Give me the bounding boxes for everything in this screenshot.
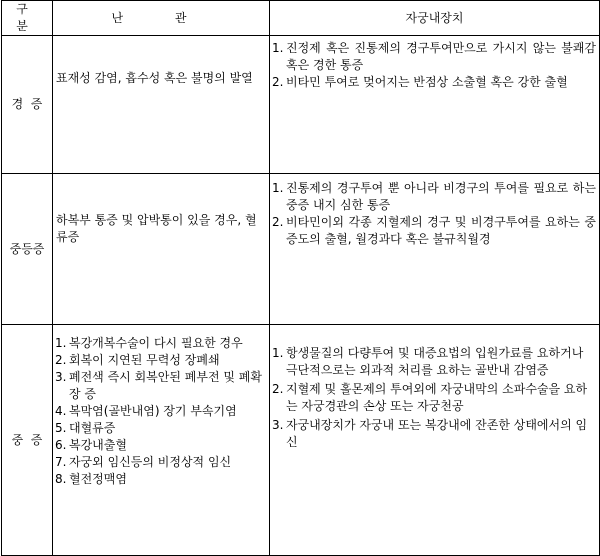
level-cell: 경 증 <box>2 36 53 174</box>
iud-cell <box>270 174 600 325</box>
list-item: 5. 대혈류증 <box>55 421 116 435</box>
difficulty-cell <box>53 325 270 556</box>
list-item: 2. 비타민 투여로 멎어지는 반점상 소출혈 혹은 강한 출혈 <box>272 75 568 89</box>
table-row-moderate <box>2 174 600 325</box>
difficulty-text: 표재성 감염, 흡수성 혹은 불명의 발열 <box>56 71 253 85</box>
level-cell: 중 증 <box>2 325 53 556</box>
iud-list <box>270 180 599 248</box>
header-category: 구 분 <box>2 1 53 36</box>
difficulty-text: 하복부 통증 및 압박통이 있을 경우, 혈류증 <box>56 213 257 244</box>
list-item: 1. 진통제의 경구투여 뿐 아니라 비경구의 투여를 필요로 하는 중증 내지 심한 통증 <box>272 181 596 212</box>
iud-list <box>270 345 599 451</box>
iud-list <box>270 40 599 91</box>
list-item: 3. 폐전색 즉시 회복안된 폐부전 및 폐확장 증 <box>55 370 262 401</box>
list-item: 7. 자궁외 임신등의 비정상적 임신 <box>55 455 232 469</box>
difficulty-cell <box>53 36 270 174</box>
list-item: 3. 자궁내장치가 자궁내 또는 복강내에 잔존한 상태에서의 임신 <box>272 418 588 449</box>
header-difficulty: 난 관 <box>53 1 270 36</box>
list-item: 2. 비타민이외 각종 지혈제의 경구 및 비경구투여를 요하는 중증도의 출혈, 월경과다 혹은 불규칙월경 <box>272 215 596 246</box>
level-cell: 중등증 <box>2 174 53 325</box>
list-item: 1. 진정제 혹은 진통제의 경구투여만으로 가시지 않는 불쾌감 혹은 경한 통증 <box>272 41 596 72</box>
table-row-mild <box>2 36 600 174</box>
iud-cell <box>270 36 600 174</box>
list-item: 1. 항생물질의 다량투여 및 대증요법의 입원가료를 요하거나 극단적으로는 외과적 처리를 요하는 골반내 감염증 <box>272 346 584 377</box>
list-item: 4. 복막염(골반내염) 장기 부속기염 <box>55 404 237 418</box>
list-item: 6. 복강내출혈 <box>55 438 127 452</box>
list-item: 2. 회복이 지연된 무력성 장폐쇄 <box>55 353 220 367</box>
list-item: 2. 지혈제 및 홀몬제의 투여외에 자궁내막의 소파수술을 요하는 자궁경관의 손상 또는 자궁천공 <box>272 382 588 413</box>
difficulty-cell <box>53 174 270 325</box>
complication-table <box>1 0 600 556</box>
list-item: 1. 복강개복수술이 다시 필요한 경우 <box>55 336 243 350</box>
table-row-severe <box>2 325 600 556</box>
header-iud: 자궁내장치 <box>270 1 600 36</box>
iud-cell <box>270 325 600 556</box>
difficulty-list <box>53 335 269 488</box>
list-item: 8. 혈전정맥염 <box>55 472 127 486</box>
header-row <box>2 1 600 36</box>
